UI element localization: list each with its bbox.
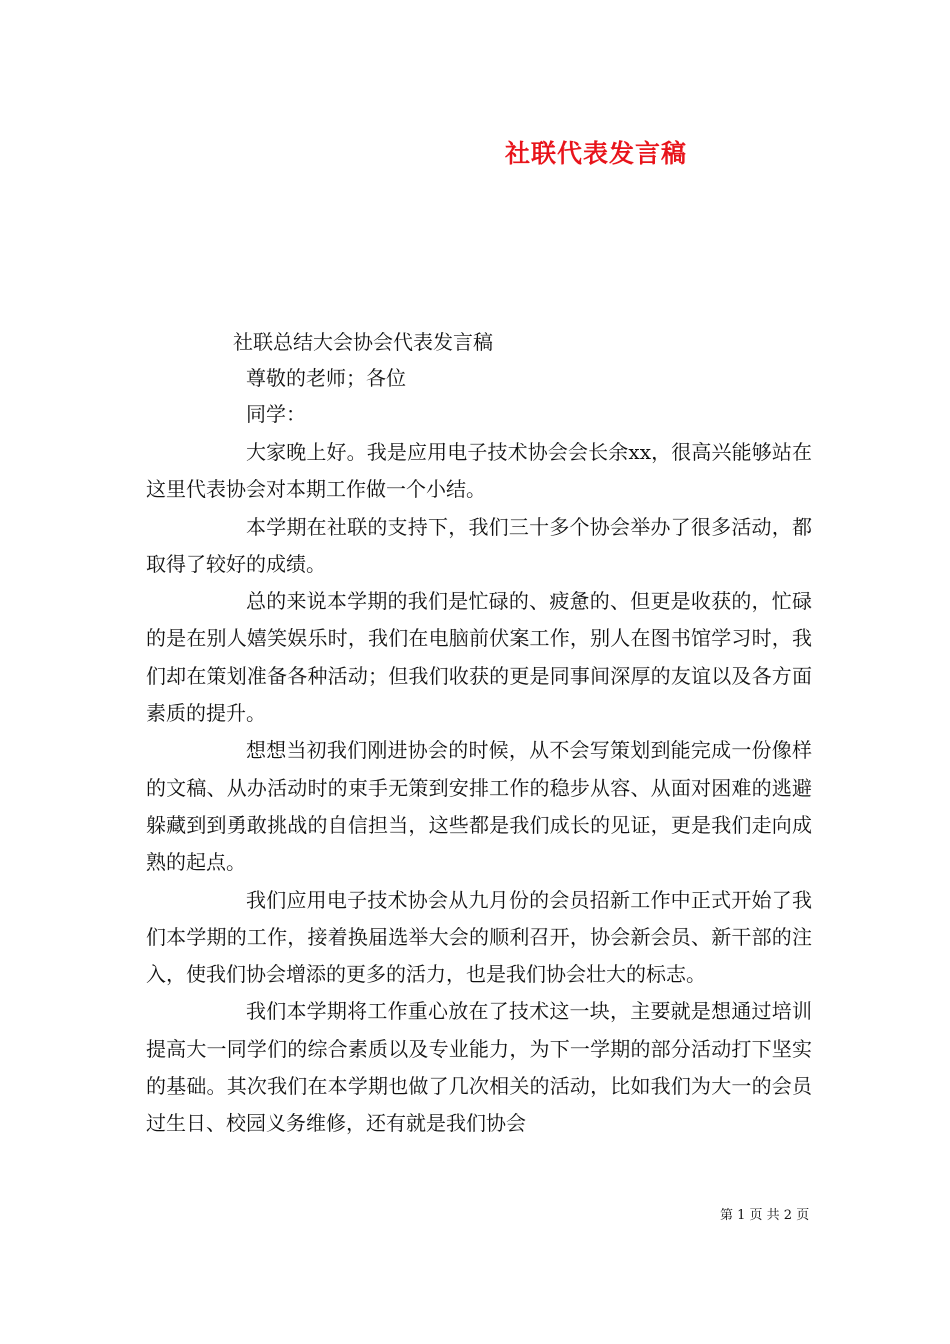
salutation-line-1: 尊敬的老师；各位	[246, 366, 406, 390]
paragraph-summary: 总的来说本学期的我们是忙碌的、疲惫的、但更是收获的，忙碌的是在别人嬉笑娱乐时，我们在电脑前伏案工作，别人在图书馆学习时，我们却在策划准备各种活动；但我们收获的更是同事间深厚的友谊以及各方面素质的提升。	[146, 589, 812, 726]
paragraph-technology-focus: 我们本学期将工作重心放在了技术这一块，主要就是想通过培训提高大一同学们的综合素质以及专业能力，为下一学期的部分活动打下坚实的基础。其次我们在本学期也做了几次相关的活动，比如我们为大一的会员过生日、校园义务维修，还有就是我们协会	[146, 999, 812, 1136]
page-number-footer: 第 1 页 共 2 页	[720, 1208, 810, 1223]
salutation-line-2: 同学：	[246, 402, 306, 426]
speech-body	[146, 434, 812, 1143]
paragraph-growth: 想想当初我们刚进协会的时候，从不会写策划到能完成一份像样的文稿、从办活动时的束手无策到安排工作的稳步从容、从面对困难的逃避躲藏到到勇敢挑战的自信担当，这些都是我们成长的见证，更是我们走向成熟的起点。	[146, 738, 812, 875]
paragraph-recruitment: 我们应用电子技术协会从九月份的会员招新工作中正式开始了我们本学期的工作，接着换届选举大会的顺利召开，协会新会员、新干部的注入，使我们协会增添的更多的活力，也是我们协会壮大的标志。	[146, 887, 812, 987]
paragraph-support: 本学期在社联的支持下，我们三十多个协会举办了很多活动，都取得了较好的成绩。	[146, 514, 812, 576]
speech-title: 社联总结大会协会代表发言稿	[233, 330, 493, 354]
paragraph-greeting: 大家晚上好。我是应用电子技术协会会长余xx，很高兴能够站在这里代表协会对本期工作做一个小结。	[146, 440, 812, 502]
document-title: 社联代表发言稿	[505, 139, 688, 168]
